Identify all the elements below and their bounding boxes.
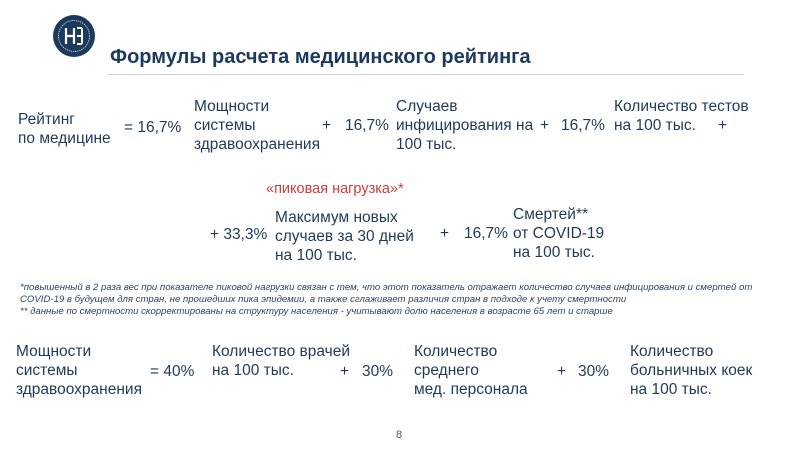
term-deaths: Смертей** от COVID-19 на 100 тыс.: [513, 206, 605, 261]
weight-cases: 16,7%: [345, 117, 389, 134]
term-health-capacity: Мощности системы здравоохранения: [194, 98, 320, 153]
page-number: 8: [396, 429, 403, 441]
weight-beds: 30%: [578, 363, 610, 380]
plus-sign: +: [340, 363, 350, 380]
peak-load-label: «пиковая нагрузка»*: [266, 181, 404, 197]
plus-sign: +: [540, 117, 550, 134]
term-max-new-cases: Максимум новых случаев за 30 дней на 100 тыс.: [275, 209, 414, 264]
footnote-1b: COVID-19 в будущем для стран, не прошедших пика эпидемии, а также сглаживает различия стран в подходе к учету смертности: [20, 294, 627, 305]
title-divider: [108, 74, 744, 75]
term-tests: Количество тестов на 100 тыс.: [614, 98, 749, 134]
term-nurses: Количество среднего мед. персонала: [414, 343, 528, 398]
weight-tests: 16,7%: [561, 117, 605, 134]
plus-sign: +: [718, 117, 728, 134]
health-capacity-label: Мощности системы здравоохранения: [16, 343, 142, 398]
plus-sign: +: [440, 225, 450, 242]
hse-logo-icon: [52, 14, 96, 58]
weight-peak: + 33,3%: [210, 226, 268, 243]
page-title: Формулы расчета медицинского рейтинга: [110, 46, 531, 68]
footnote-2: ** данные по смертности скорректированы на структуру населения - учитывают долю населения в возрасте 65 лет и старше: [20, 306, 613, 317]
footnotes: [20, 282, 752, 318]
plus-sign: +: [557, 363, 567, 380]
term-infection-cases: Случаев инфицирования на 100 тыс.: [396, 98, 534, 153]
rating-eq-weight: = 16,7%: [124, 119, 182, 136]
term-doctors: Количество врачей на 100 тыс.: [212, 343, 351, 379]
plus-sign: +: [322, 117, 332, 134]
rating-label: Рейтинг по медицине: [18, 111, 111, 147]
footnote-1a: *повышенный в 2 раза вес при показателе пиковой нагрузки связан с тем, что этот показатель отражает количество случаев инфицирования и смертей от: [20, 282, 753, 293]
health-capacity-eq-weight: = 40%: [150, 363, 195, 380]
term-hospital-beds: Количество больничных коек на 100 тыс.: [630, 343, 753, 398]
weight-deaths: 16,7%: [464, 225, 508, 242]
weight-nurses: 30%: [362, 363, 394, 380]
